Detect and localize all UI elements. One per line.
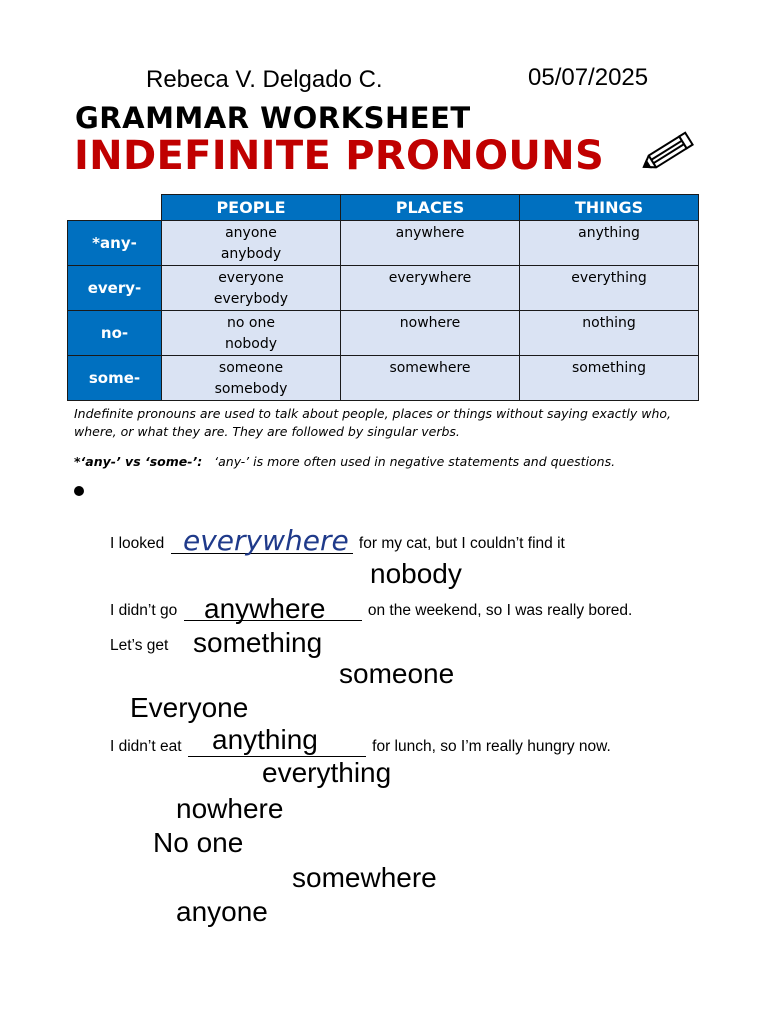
pronoun-table (67, 194, 699, 401)
sentence-1-before: I looked (110, 535, 165, 552)
note-label: *‘any-’ vs ‘some-’: (74, 454, 203, 469)
word-anyone: anyone (176, 896, 268, 927)
worksheet-title: GRAMMAR WORKSHEET (75, 101, 471, 135)
sentence-2-before: I didn’t go (110, 602, 178, 619)
word-nowhere: nowhere (176, 793, 284, 824)
row-header-every: every- (68, 266, 162, 311)
answer-anywhere: anywhere (204, 593, 326, 624)
column-header-people: PEOPLE (162, 195, 341, 221)
sentence-3-before: Let’s get (110, 637, 169, 654)
bullet-point (74, 486, 84, 496)
topic-title: INDEFINITE PRONOUNS (74, 133, 605, 179)
cell-people: everyone everybody (162, 266, 341, 311)
cell-places: nowhere (341, 311, 520, 356)
word-nobody: nobody (370, 558, 462, 589)
answer-everywhere: everywhere (183, 524, 349, 557)
word-somewhere: somewhere (292, 862, 437, 893)
word-someone: someone (339, 658, 455, 689)
word-everything: everything (262, 757, 392, 788)
sentence-3 (110, 637, 168, 655)
sentence-2 (110, 602, 632, 621)
cell-people: no one nobody (162, 311, 341, 356)
word-everyone: Everyone (130, 692, 249, 723)
sentence-2-after: on the weekend, so I was really bored. (367, 602, 633, 619)
sentence-1-after: for my cat, but I couldn’t find it (358, 535, 565, 552)
column-header-things: THINGS (520, 195, 699, 221)
row-header-some: some- (68, 356, 162, 401)
row-header-any: *any- (68, 221, 162, 266)
table-row (68, 311, 699, 356)
table-row (68, 266, 699, 311)
explanation-text: Indefinite pronouns are used to talk about people, places or things without saying exactly who, where, or what they are. They are followed by singular verbs. (74, 406, 671, 439)
sentence-4-after: for lunch, so I’m really hungry now. (372, 738, 611, 755)
table-header-row (68, 195, 699, 221)
cell-things: something (520, 356, 699, 401)
any-vs-some-note (74, 454, 615, 469)
cell-places: somewhere (341, 356, 520, 401)
student-name: Rebeca V. Delgado C. (146, 66, 383, 93)
cell-places: anywhere (341, 221, 520, 266)
cell-people: anyone anybody (162, 221, 341, 266)
column-header-places: PLACES (341, 195, 520, 221)
answer-anything: anything (212, 724, 318, 755)
cell-things: nothing (520, 311, 699, 356)
sentence-4 (110, 738, 611, 757)
word-something: something (193, 627, 323, 658)
row-header-no: no- (68, 311, 162, 356)
pencil-icon (636, 130, 696, 176)
note-text: ‘any-’ is more often used in negative statements and questions. (214, 454, 616, 469)
cell-things: anything (520, 221, 699, 266)
date: 05/07/2025 (528, 64, 649, 91)
cell-places: everywhere (341, 266, 520, 311)
cell-people: someone somebody (162, 356, 341, 401)
table-corner (68, 195, 162, 221)
sentence-4-before: I didn’t eat (110, 738, 182, 755)
table-row (68, 356, 699, 401)
word-no-one: No one (153, 827, 244, 858)
cell-things: everything (520, 266, 699, 311)
table-row (68, 221, 699, 266)
